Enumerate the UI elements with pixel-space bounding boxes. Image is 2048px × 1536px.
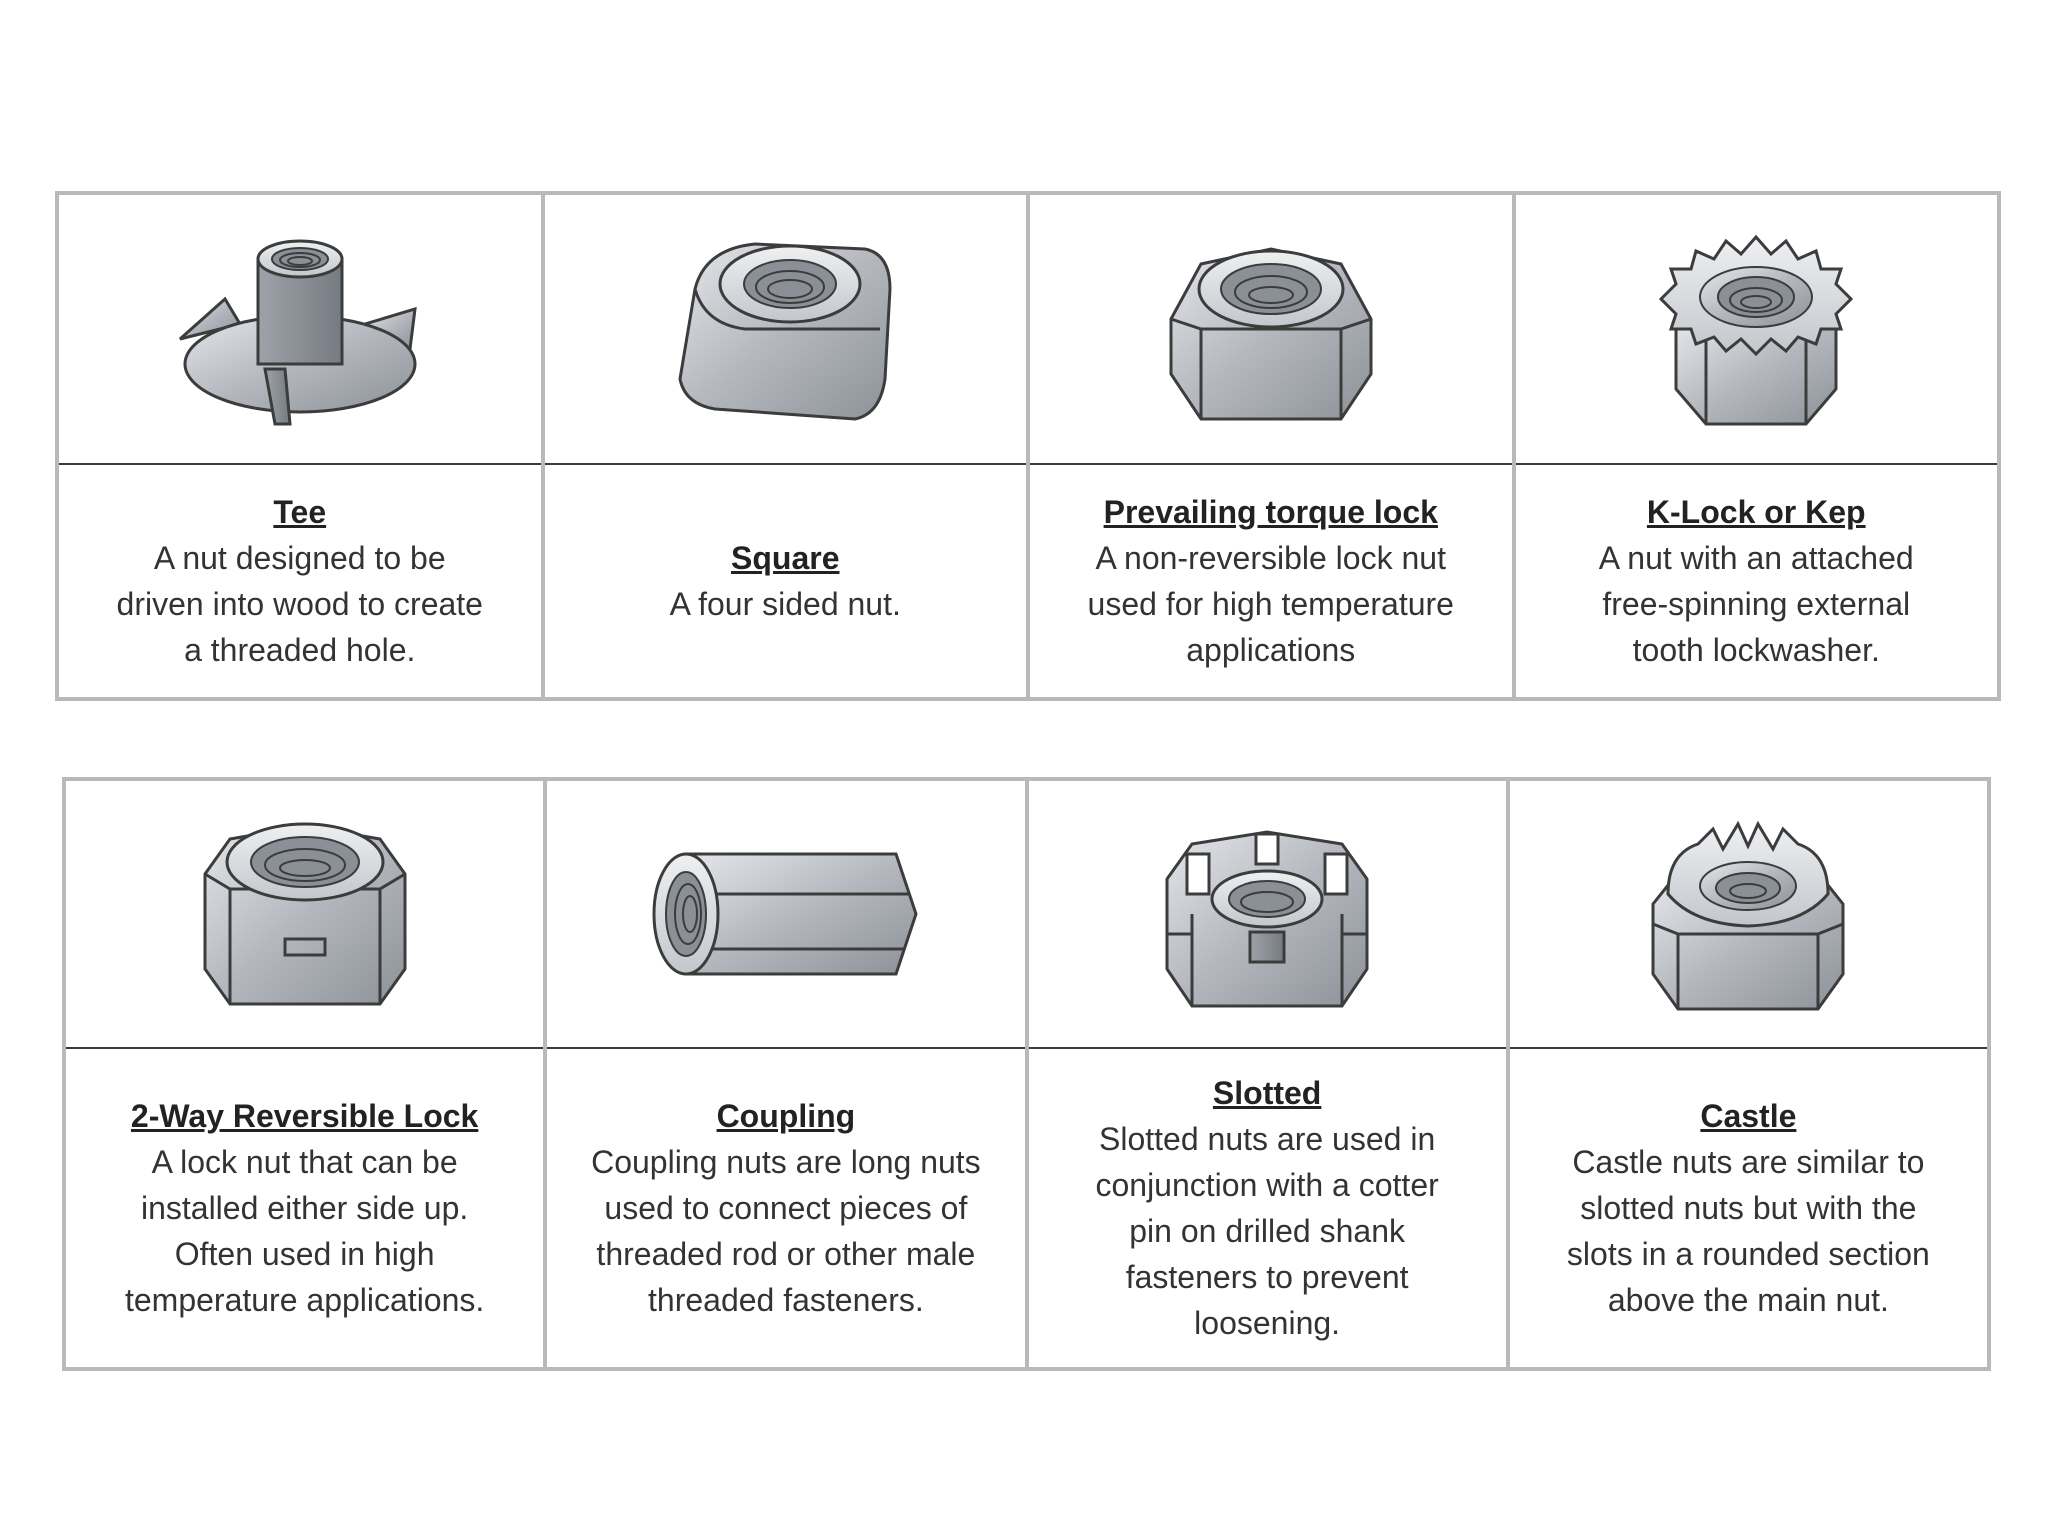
two-way-reversible-lock-image-cell [64,779,545,1048]
prevailing-torque-lock-description [1048,535,1494,673]
k-lock-description [1534,535,1980,673]
slotted-text-cell [1027,1048,1508,1369]
desc-line: threaded fasteners. [648,1282,924,1318]
desc-line: driven into wood to create [116,586,483,622]
prevailing-torque-lock-title: Prevailing torque lock [1103,494,1438,530]
desc-line: conjunction with a cotter [1095,1167,1439,1203]
desc-line: tooth lockwasher. [1632,632,1880,668]
desc-line: A nut designed to be [153,540,446,576]
desc-line: slots in a rounded section [1566,1236,1930,1272]
castle-text-cell [1508,1048,1989,1369]
tee-text-cell [57,464,543,699]
desc-line: used to connect pieces of [604,1190,968,1226]
nut-types-table-row-2 [62,777,1991,1371]
k-lock-title: K-Lock or Kep [1646,494,1866,530]
coupling-image-cell [545,779,1026,1048]
two-way-reversible-lock-description [84,1139,525,1323]
square-text-cell [543,464,1029,699]
two-way-reversible-lock-text-cell [64,1048,545,1369]
castle-description [1528,1139,1969,1323]
nut-types-table-row-1 [55,191,2001,701]
desc-line: threaded rod or other male [596,1236,976,1272]
desc-line: A non-reversible lock nut [1095,540,1446,576]
coupling-nut-icon [646,834,926,994]
square-title: Square [731,540,840,576]
desc-line: slotted nuts but with the [1580,1190,1917,1226]
desc-line: temperature applications. [124,1282,485,1318]
coupling-title: Coupling [716,1098,856,1134]
desc-line: Coupling nuts are long nuts [591,1144,981,1180]
prevailing-torque-lock-text-cell [1028,464,1514,699]
desc-line: Slotted nuts are used in [1099,1121,1436,1157]
two-way-reversible-lock-nut-icon [190,814,420,1014]
tee-image-cell [57,193,543,464]
desc-line: A nut with an attached [1598,540,1914,576]
desc-line: pin on drilled shank [1129,1213,1405,1249]
image-row-1 [57,193,1999,464]
slotted-nut-icon [1152,814,1382,1014]
coupling-description [565,1139,1006,1323]
tee-title: Tee [273,494,327,530]
desc-line: fasteners to prevent [1125,1259,1409,1295]
prevailing-torque-lock-nut-icon [1151,229,1391,429]
desc-line: above the main nut. [1607,1282,1889,1318]
coupling-text-cell [545,1048,1026,1369]
k-lock-nut-icon [1646,229,1866,429]
k-lock-text-cell [1514,464,2000,699]
slotted-image-cell [1027,779,1508,1048]
slotted-description [1047,1116,1488,1346]
castle-title: Castle [1700,1098,1797,1134]
desc-line: Castle nuts are similar to [1572,1144,1925,1180]
square-nut-icon [665,229,905,429]
tee-description [77,535,523,673]
slotted-title: Slotted [1212,1075,1322,1111]
text-row-1 [57,464,1999,699]
desc-line: Often used in high [174,1236,435,1272]
desc-line: installed either side up. [140,1190,469,1226]
castle-image-cell [1508,779,1989,1048]
desc-line: free-spinning external [1602,586,1911,622]
image-row-2 [64,779,1989,1048]
desc-line: A four sided nut. [669,586,901,622]
castle-nut-icon [1643,814,1853,1014]
square-image-cell [543,193,1029,464]
desc-line: a threaded hole. [184,632,416,668]
text-row-2 [64,1048,1989,1369]
desc-line: applications [1186,632,1356,668]
desc-line: used for high temperature [1087,586,1454,622]
desc-line: loosening. [1194,1305,1341,1341]
prevailing-torque-lock-image-cell [1028,193,1514,464]
desc-line: A lock nut that can be [151,1144,458,1180]
two-way-reversible-lock-title: 2-Way Reversible Lock [130,1098,479,1134]
k-lock-image-cell [1514,193,2000,464]
tee-nut-icon [170,229,430,429]
square-description [563,581,1009,627]
